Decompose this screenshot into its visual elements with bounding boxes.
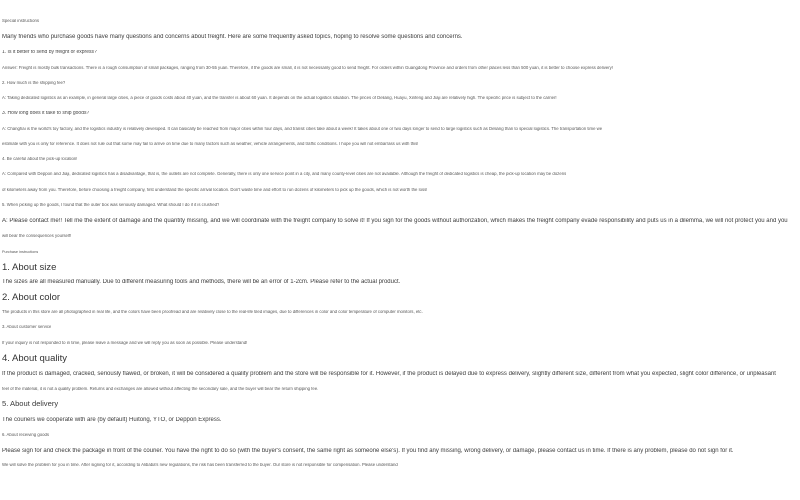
faq-answer-5-line-1: A: Please contact me!! Tell me the extent of damage and the quantity missing, and we will coordinate with the freight company to solve it! If you sign for the goods without authorization, which makes the freight company evade responsibility and puts us in a dilemma, we will not protect you and you — [2, 218, 788, 224]
faq-answer-4-line-1: A: Compared with Deppon and Jiaji, dedicated logistics has a disadvantage, that is, the outlets are not complete. Generally, there is only one service point in a city, and many county-level cities are not available. Although the freight of dedicated logistics is cheap, the pick-up location may be dozens — [2, 172, 567, 176]
about-receiving-goods-text-line-1: Please sign for and check the package in front of the courier. You have the right to do so (with the buyer's consent, the same right as someone else's). If you find any missing, wrong delivery, or damage, please contact us in time. If there is any problem, please do not sign for it. — [2, 448, 734, 454]
faq-answer-4-line-2: of kilometers away from you. Therefore, before choosing a freight company, first understand the specific arrival location. Don't waste time and effort to run dozens of kilometers to pick up the goods, which is not worth the loss! — [2, 188, 428, 192]
faq-question-1: 1. Is it better to send by freight or express? — [2, 50, 97, 55]
about-delivery-text: The couriers we cooperate with are (by default) Huitong, YTO, or Deppon Express. — [2, 417, 222, 423]
about-receiving-goods-text-line-2: We will solve the problem for you in time. After signing for it, according to Alibaba's new regulations, the risk has been transferred to the buyer. Our store is not responsible for compensation. Please understand — [2, 463, 398, 467]
faq-answer-5-line-2: will bear the consequences yourself! — [2, 234, 72, 238]
special-intro-text: Many friends who purchase goods have many questions and concerns about freight. Here are some frequently asked topics, hoping to resolve some questions and concerns. — [2, 34, 463, 40]
faq-question-5: 5. When picking up the goods, I found that the outer box was seriously damaged. What should I do if it is crushed? — [2, 203, 220, 207]
about-delivery-heading: 5. About delivery — [2, 400, 59, 408]
purchase-instructions-title: Purchase instructions — [2, 250, 39, 254]
about-quality-heading: 4. About quality — [2, 354, 67, 364]
faq-answer-1: Answer: Freight is mostly bulk transactions. There is a rough consumption of small packages, ranging from 30-55 yuan. Therefore, if the goods are small, it is not necessarily good to send freight. For orders within Guangdong Province and orders from other places less than 500 yuan, it is better to choose express delivery! — [2, 66, 614, 70]
faq-question-2: 2. How much is the shipping fee? — [2, 81, 66, 85]
about-size-heading: 1. About size — [2, 263, 57, 273]
about-color-heading: 2. About color — [2, 293, 61, 303]
faq-answer-3-line-1: A: Changhai is the world's toy factory, and the logistics industry is relatively developed. It can basically be reached from major cities within four days, and transit cities take about a week! It takes about one or two days longer to send to large logistics such as Deliang than to special logistics. The transportation time we — [2, 127, 603, 131]
faq-question-4: 4. Be careful about the pick-up location! — [2, 157, 78, 161]
faq-question-3: 3. How long does it take to ship goods? — [2, 111, 90, 116]
faq-answer-3-line-2: estimate with you is only for reference. It does not rule out that some may fail to arrive on time due to many factors such as weather, vehicle arrangements, and traffic conditions. I hope you will not embarrass us with this! — [2, 142, 419, 146]
about-customer-service-heading: 3. About customer service — [2, 325, 52, 329]
about-quality-text-line-2: feel of the material, it is not a quality problem. Returns and exchanges are allowed without affecting the secondary sale, and the buyer will bear the return shipping fee. — [2, 387, 319, 391]
about-size-text: The sizes are all measured manually. Due to different measuring tools and methods, there will be an error of 1-2cm. Please refer to the actual product. — [2, 279, 401, 285]
special-instructions-title: Special instructions — [2, 19, 40, 23]
about-receiving-goods-heading: 6. About receiving goods — [2, 433, 50, 437]
about-customer-service-text: If your inquiry is not responded to in time, please leave a message and we will reply you as soon as possible. Please understand! — [2, 341, 248, 345]
about-quality-text-line-1: If the product is damaged, cracked, seriously flawed, or broken, it will be considered a quality problem and the store will be responsible for it. However, if the product is delayed due to express delivery, slightly different size, different from what you expected, slight color difference, or unpleasant — [2, 371, 776, 377]
faq-answer-2: A: Taking dedicated logistics as an example, in general large cities, a piece of goods costs about 40 yuan, and the transfer is about 60 yuan. It depends on the actual logistics situation. The prices of Deliang, Huayu, Xinfeng and Jiaji are relatively high. The specific price is subject to the carrier! — [2, 96, 557, 100]
about-color-text: The products in this store are all photographed in real life, and the colors have been proofread and are relatively close to the real-life tiled images, due to differences in color and color temperature of computer monitors, etc. — [2, 310, 423, 314]
